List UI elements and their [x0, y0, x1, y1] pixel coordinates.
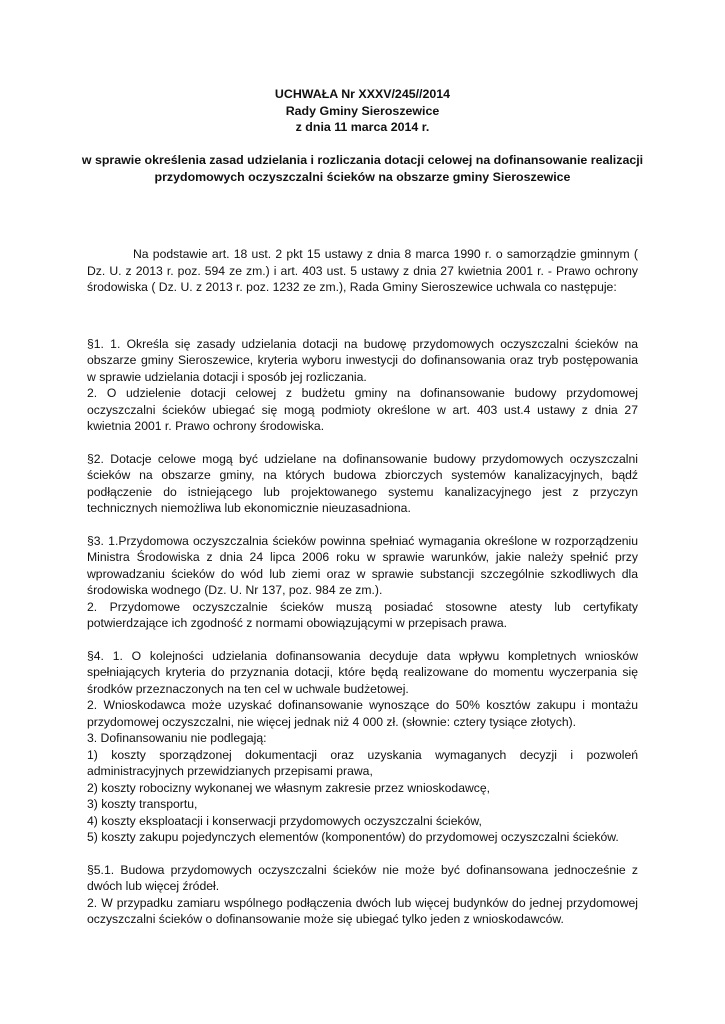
list-item: 5) koszty zakupu pojedynczych elementów (komponentów) do przydomowej oczyszczalni ścieków. — [87, 830, 619, 844]
resolution-date: z dnia 11 marca 2014 r. — [295, 120, 430, 134]
section-4-paragraph-3: 3. Dofinansowaniu nie podlegają: — [87, 731, 267, 745]
section-4-paragraph-1: §4. 1. O kolejności udzielania dofinansowania decyduje data wpływu kompletnych wniosków spełniających kryteria do przyznania dotacji, które będą realizowane do momentu wyczerpania się środków przeznaczonych na ten cel w uchwale budżetowej. — [87, 648, 638, 696]
list-item: 4) koszty eksploatacji i konserwacji przydomowych oczyszczalni ścieków, — [87, 813, 482, 828]
section-5-paragraph-2: 2. W przypadku zamiaru wspólnego podłączenia dwóch lub więcej budynków do jednej przydomowej oczyszczalni ścieków o dofinansowanie może się ubiegać tylko jeden z wnioskodawców. — [87, 895, 638, 926]
resolution-header — [0, 86, 725, 136]
issuing-body: Rady Gminy Sieroszewice — [285, 103, 440, 118]
resolution-subject: w sprawie określenia zasad udzielania i rozliczania dotacji celowej na dofinansowanie realizacji przydomowych oczyszczalni ścieków na obszarze gminy Sieroszewice — [81, 153, 644, 184]
preamble: Na podstawie art. 18 ust. 2 pkt 15 ustawy z dnia 8 marca 1990 r. o samorządzie gminnym ( Dz. U. z 2013 r. poz. 594 ze zm.) i art. 403 ust. 5 ustawy z dnia 27 kwietnia 2001 r. - Prawo ochrony środowiska ( Dz. U. z 2013 r. poz. 1232 ze zm.), Rada Gminy Sieroszewice uchwala co następuje: — [87, 247, 638, 294]
section-1-paragraph-1: §1. 1. Określa się zasady udzielania dotacji na budowę przydomowych oczyszczalni ścieków na obszarze gminy Sieroszewice, kryteria wyboru inwestycji do dofinansowania oraz tryb postępowania w sprawie udzielania dotacji i sposób jej rozliczania. — [87, 336, 638, 384]
list-item: 1) koszty sporządzonej dokumentacji oraz uzyskania wymaganych decyzji i pozwoleń administracyjnych przewidzianych przepisami prawa, — [87, 747, 638, 778]
section-1-paragraph-2: 2. O udzielenie dotacji celowej z budżetu gminy na dofinansowanie budowy przydomowej oczyszczalni ścieków ubiegać się mogą podmioty określone w art. 403 ust.4 ustawy z dnia 27 kwietnia 2001 r. Prawo ochrony środowiska. — [87, 386, 638, 433]
section-4-paragraph-2: 2. Wnioskodawca może uzyskać dofinansowanie wynoszące do 50% kosztów zakupu i montażu przydomowej oczyszczalni, nie więcej jednak niż 4 000 zł. (słownie: cztery tysiące złotych). — [87, 698, 638, 729]
section-3-paragraph-2: 2. Przydomowe oczyszczalnie ścieków muszą posiadać stosowne atesty lub certyfikaty potwierdzające ich zgodność z normami obowiązującymi w przepisach prawa. — [87, 599, 638, 630]
resolution-number: UCHWAŁA Nr XXXV/245//2014 — [274, 87, 451, 101]
section-5-paragraph-1: §5.1. Budowa przydomowych oczyszczalni ścieków nie może być dofinansowana jednocześnie z dwóch lub więcej źródeł. — [87, 862, 638, 893]
list-item: 2) koszty robocizny wykonanej we własnym zakresie przez wnioskodawcę, — [87, 780, 491, 795]
section-2-paragraph-1: §2. Dotacje celowe mogą być udzielane na dofinansowanie budowy przydomowych oczyszczalni ścieków na obszarze gminy, na których budowa zbiorczych systemów kanalizacyjnych, bądź podłączenie do istniejącego lub projektowanego systemu kanalizacyjnego jest z przyczyn technicznych niemożliwa lub ekonomicznie nieuzasadniona. — [87, 451, 638, 515]
document-body — [87, 246, 638, 928]
list-item: 3) koszty transportu, — [87, 797, 198, 811]
section-3-paragraph-1: §3. 1.Przydomowa oczyszczalnia ścieków powinna spełniać wymagania określone w rozporządzeniu Ministra Środowiska z dnia 24 lipca 2006 roku w sprawie warunków, jakie należy spełnić przy wprowadzaniu ścieków do wód lub ziemi oraz w sprawie substancji szczególnie szkodliwych dla środowiska wodnego (Dz. U. Nr 137, poz. 984 ze zm.). — [87, 533, 638, 597]
